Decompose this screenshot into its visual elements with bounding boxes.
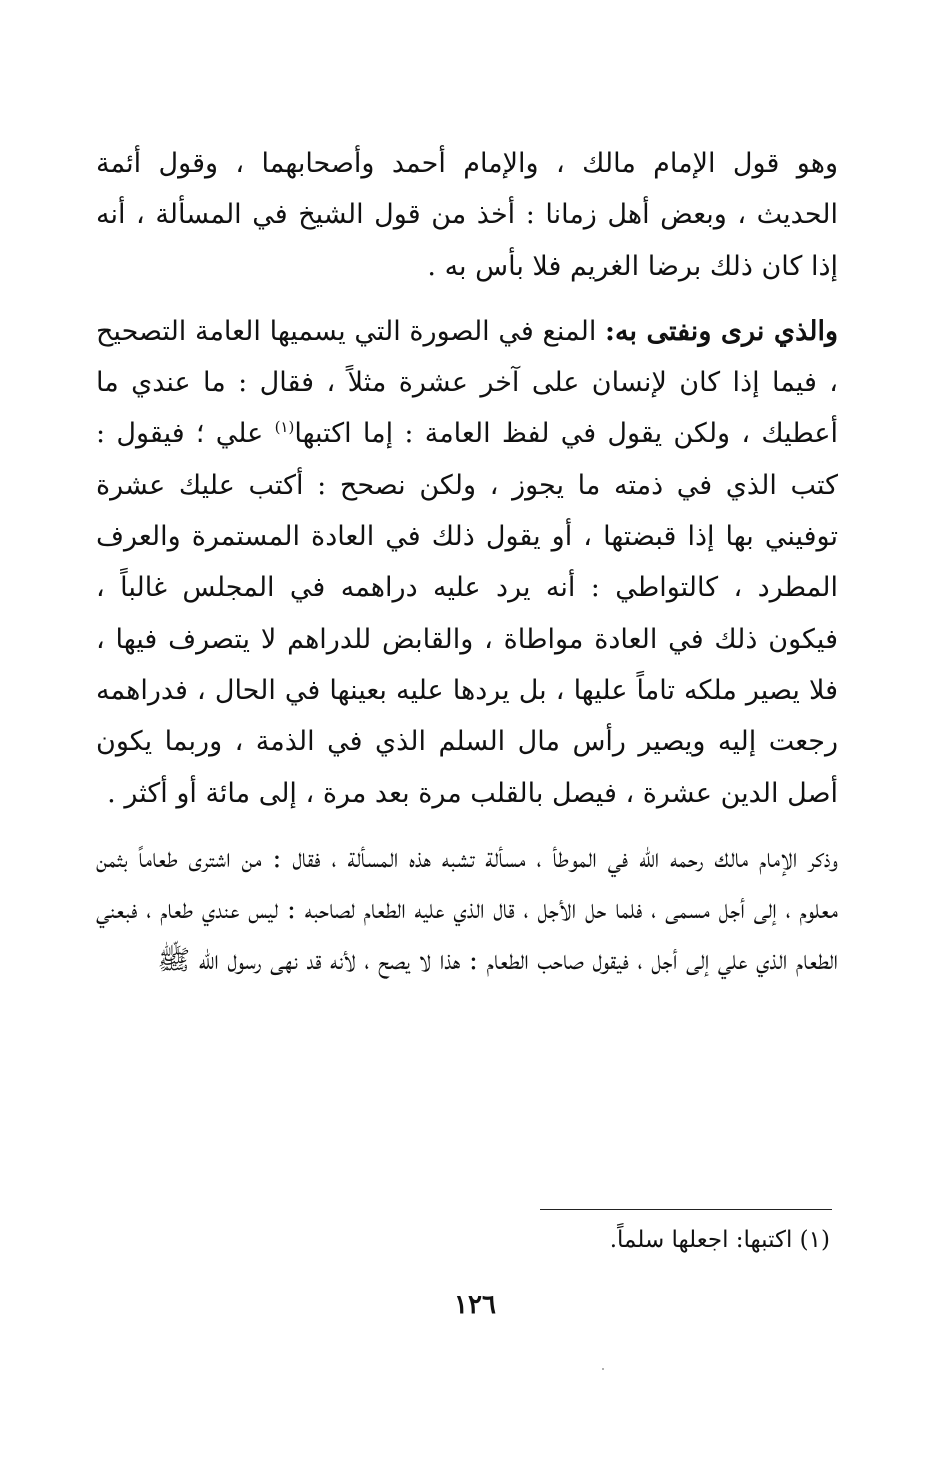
page-number: ١٢٦ [454, 1290, 496, 1320]
page-body [96, 138, 838, 987]
paragraph-2-text-end: علي ؛ فيقول : كتب الذي في ذمته ما يجوز ، ولكن نصحح : أكتب عليك عشرة توفيني بها إذا قبضتها ، أو يقول ذلك في العادة المستمرة والعرف المطرد ، كالتواطي : أنه يرد عليه دراهمه في المجلس غالباً ، فيكون ذلك في العادة مواطاة ، والقابض للدراهم لا يتصرف فيها ، فلا يصير ملكه تاماً عليها ، بل يردها عليه بعينها في الحال ، فدراهمه رجعت إليه ويصير رأس مال السلم الذي في الذمة ، وربما يكون أصل الدين عشرة ، فيصل بالقلب مرة بعد مرة ، إلى مائة أو أكثر . [96, 418, 838, 809]
paragraph-3: وذكر الإمام مالك رحمه الله في الموطأ ، مسألة تشبه هذه المسألة ، فقال : من اشترى طعاماً بثمن معلوم ، إلى أجل مسمى ، فلما حل الأجل ، قال الذي عليه الطعام لصاحبه : ليس عندي طعام ، فبعني الطعام الذي علي إلى أجل ، فيقول صاحب الطعام : هذا لا يصح ، لأنه قد نهى رسول الله ﷺ [96, 842, 838, 977]
paragraph-2 [96, 306, 838, 819]
scan-speck [602, 1368, 604, 1370]
footnote-divider [540, 1209, 832, 1210]
footnote-reference: (١) [274, 418, 295, 437]
paragraph-2-text-start: المنع في الصورة التي يسميها العامة التصحيح ، فيما إذا كان لإنسان على آخر عشرة مثلاً ، فقال : ما عندي ما أعطيك ، ولكن يقول في لفظ العامة : إما اكتبها [96, 315, 838, 450]
paragraph-2-lead: والذي نرى ونفتى به: [605, 315, 839, 347]
footnote: (١) اكتبها: اجعلها سلماً. [609, 1227, 830, 1253]
paragraph-1: وهو قول الإمام مالك ، والإمام أحمد وأصحابهما ، وقول أئمة الحديث ، وبعض أهل زمانا : أخذ من قول الشيخ في المسألة ، أنه إذا كان ذلك برضا الغريم فلا بأس به . [96, 148, 838, 282]
